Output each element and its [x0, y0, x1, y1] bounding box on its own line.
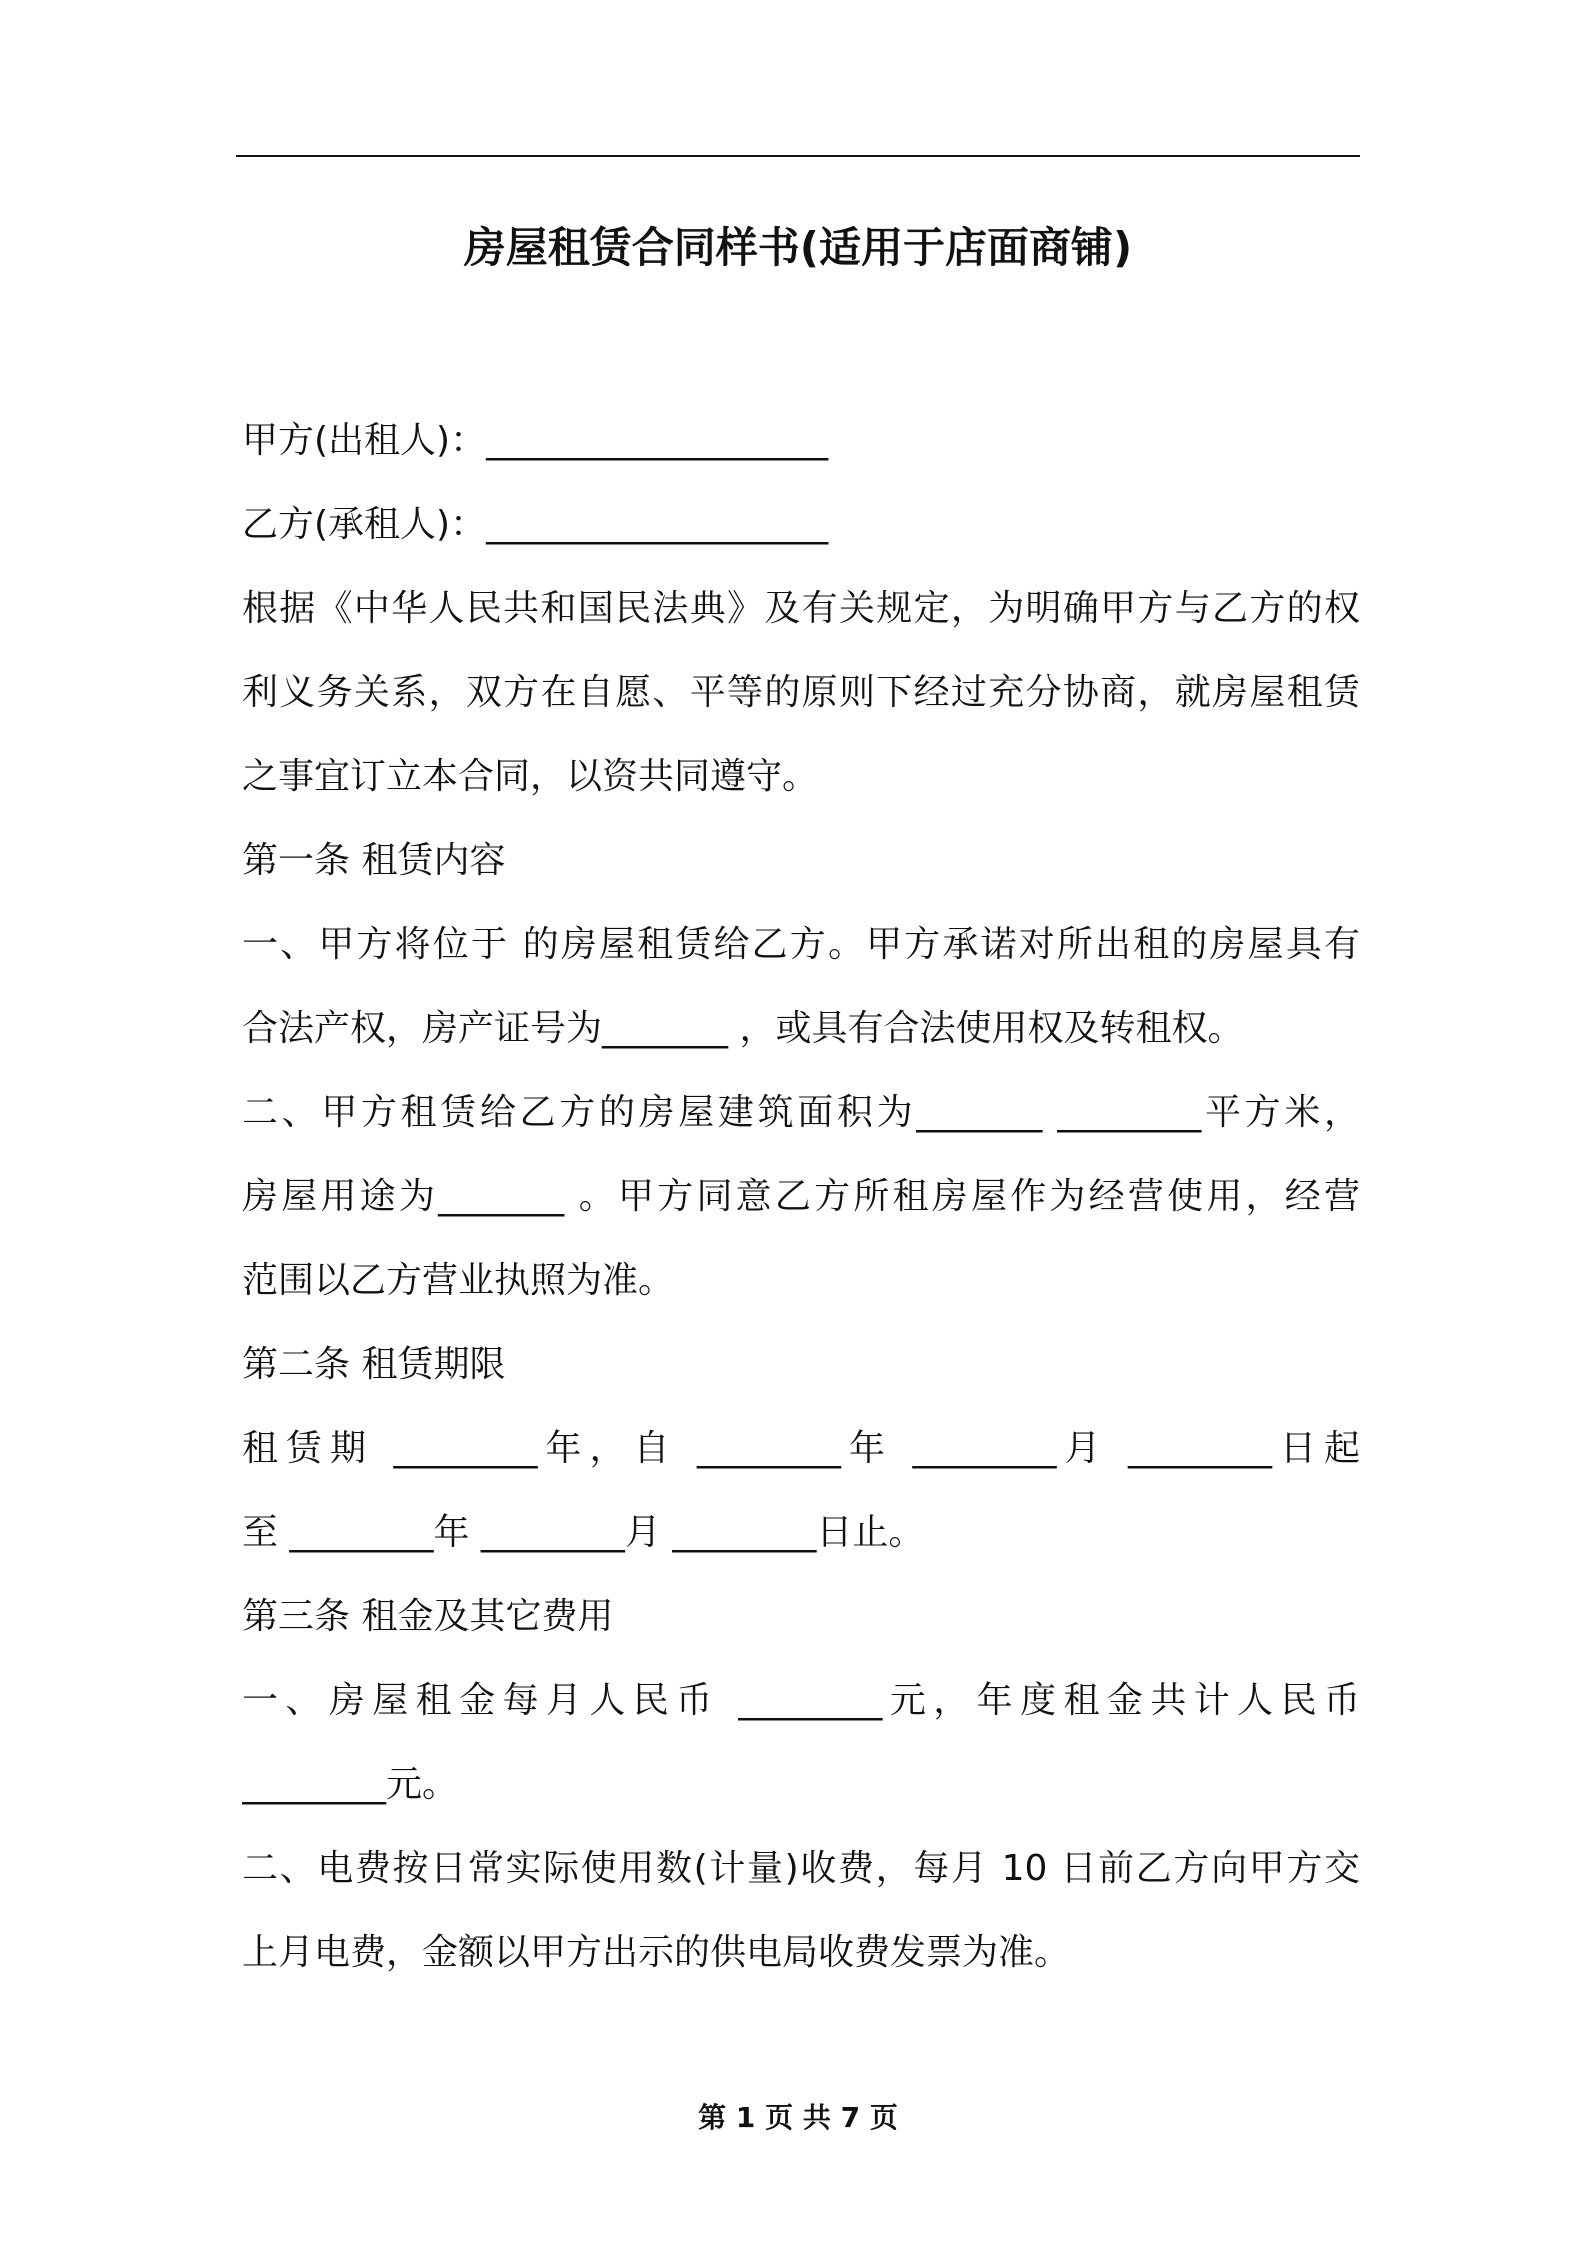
paragraph-line: 合法产权，房产证号为_______ ，或具有合法使用权及转租权。	[242, 1008, 1244, 1049]
paragraph-line: 上月电费，金额以甲方出示的供电局收费发票为准。	[242, 1932, 1071, 1973]
paragraph-line: 利义务关系，双方在自愿、平等的原则下经过充分协商，就房屋租赁	[242, 672, 1360, 713]
paragraph-line: 二、甲方租赁给乙方的房屋建筑面积为_______ ________平方米，	[242, 1092, 1360, 1133]
paragraph-line: 一、房屋租金每月人民币 ________元，年度租金共计人民币	[242, 1680, 1360, 1721]
page-number: 第 1 页 共 7 页	[698, 2101, 898, 2134]
paragraph-line: 房屋用途为_______ 。甲方同意乙方所租房屋作为经营使用，经营	[242, 1176, 1360, 1217]
party-b-line: 乙方(承租人)：___________________	[242, 504, 829, 545]
paragraph-line: 之事宜订立本合同，以资共同遵守。	[242, 756, 819, 797]
paragraph-line: 二、电费按日常实际使用数(计量)收费，每月 10 日前乙方向甲方交	[242, 1848, 1360, 1889]
paragraph-line: 根据《中华人民共和国民法典》及有关规定，为明确甲方与乙方的权	[242, 588, 1360, 629]
document-title: 房屋租赁合同样书(适用于店面商铺)	[463, 223, 1133, 272]
article-3-heading: 第三条 租金及其它费用	[242, 1596, 614, 1637]
paragraph-line: 范围以乙方营业执照为准。	[242, 1260, 675, 1301]
header-rule	[236, 155, 1360, 157]
paragraph-line: ________元。	[242, 1764, 459, 1805]
paragraph-line: 一、甲方将位于 的房屋租赁给乙方。甲方承诺对所出租的房屋具有	[242, 924, 1360, 965]
paragraph-line: 至 ________年 ________月 ________日止。	[242, 1512, 925, 1553]
party-a-line: 甲方(出租人)：___________________	[242, 420, 829, 461]
paragraph-line: 租赁期 ________年，自 ________年 ________月 ________日起	[242, 1428, 1360, 1469]
document-body	[242, 409, 1360, 2005]
article-2-heading: 第二条 租赁期限	[242, 1344, 506, 1385]
article-1-heading: 第一条 租赁内容	[242, 840, 506, 881]
